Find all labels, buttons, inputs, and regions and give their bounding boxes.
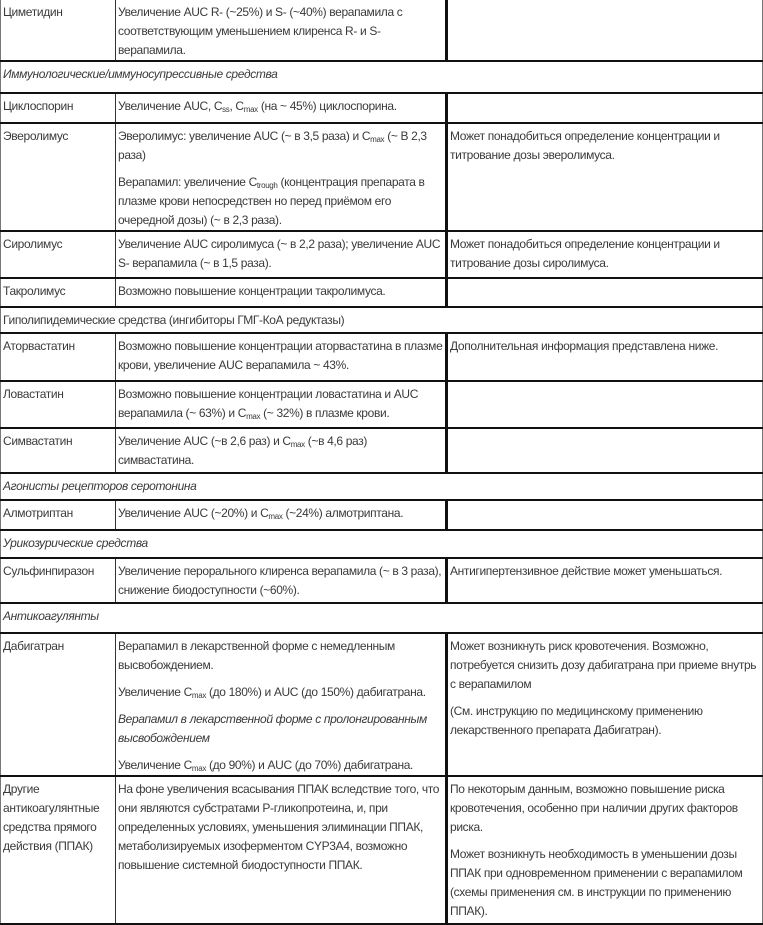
text-segment: Увеличение AUC, C [118,99,223,113]
text-segment: Может понадобиться определение концентрации и титрование дозы эверолимуса. [450,129,720,162]
text-segment: Верапамил в лекарственной форме с немедленным высвобождением. [118,639,395,672]
drug-name: Ловастатин [1,381,116,428]
text-segment: (~ 32%) в плазме крови. [260,406,390,420]
subscript: max [370,135,385,144]
clinical-note [447,333,763,381]
table-row [1,0,763,61]
interaction-effect [116,333,447,381]
table-row [1,558,763,603]
drug-name: Циметидин [1,0,116,61]
clinical-note [447,633,763,776]
text-segment: Увеличение C [118,758,192,772]
text-segment: Увеличение AUC R- (~25%) и S- (~40%) верапамила с соответствующим уменьшением клиренса R- и S-верапамила. [118,5,403,57]
interaction-effect [116,558,447,603]
text-segment: (на ~ 45%) циклоспорина. [257,99,397,113]
table-row [1,93,763,123]
subscript: max [191,764,206,773]
text-segment: На фоне увеличения всасывания ППАК вследствие того, что они являются субстратами P-гликопротеина, и, при определенных условиях, уменьшения элиминации ППАК, метаболизируемых изоферментом CYP3A4, возможно повышение системной биодоступности ППАК. [118,782,440,872]
category-row [1,61,763,93]
interaction-effect [116,633,447,776]
paragraph [450,127,760,165]
drug-name: Сиролимус [1,231,116,278]
paragraph [450,337,760,356]
paragraph [450,780,760,837]
table-row [1,633,763,776]
drug-name: Аторвастатин [1,333,116,381]
text-segment: Может понадобиться определение концентрации и титрование дозы сиролимуса. [450,237,720,270]
paragraph [118,683,443,702]
subscript: ss [222,105,230,114]
drug-name: Такролимус [1,278,116,307]
text-segment: Увеличение AUC (~в 2,6 раз) и C [118,434,291,448]
paragraph [118,637,443,675]
table-row [1,500,763,530]
text-segment: (~в 4,6 раз) симвастатина. [118,434,368,467]
interaction-effect [116,500,447,530]
text-segment: Увеличение C [118,685,192,699]
table-row [1,278,763,307]
interaction-effect [116,93,447,123]
text-segment: Возможно повышение концентрации аторвастатина в плазме крови, увеличение AUC верапамила ~ 43%. [118,339,443,372]
table-row [1,776,763,924]
interaction-effect [116,123,447,231]
text-segment: , C [229,99,244,113]
text-segment: Возможно повышение концентрации ловастатина и AUC верапамила (~ 63%) и C [118,387,419,420]
paragraph [118,282,443,301]
paragraph [118,127,443,165]
drug-name: Алмотриптан [1,500,116,530]
drug-name: Дабигатран [1,633,116,776]
category-label: Агонисты рецепторов серотонина [1,473,763,500]
paragraph [118,710,443,748]
text-segment: Увеличение перорального клиренса верапамила (~ в 3 раза), снижение биодоступности (~60%). [118,564,442,597]
paragraph [118,235,443,273]
text-segment: Возможно повышение концентрации такролимуса. [118,284,386,298]
text-segment: Антигипертензивное действие может уменьшаться. [450,564,723,578]
text-segment: Может возникнуть необходимость в уменьшении дозы ППАК при одновременном применении с верапамилом (схемы применения см. в инструкции по применению ППАК). [450,847,743,918]
clinical-note [447,558,763,603]
category-row [1,603,763,633]
clinical-note [447,500,763,530]
subscript: max [290,440,305,449]
clinical-note [447,123,763,231]
category-row [1,307,763,333]
text-segment: (концентрация препарата в плазме крови непосредствен но перед приёмом его очередной дозы) (~ в 2,3 раза). [118,175,425,227]
text-segment: По некоторым данным, возможно повышение риска кровотечения, особенно при наличии других факторов риска. [450,782,738,834]
clinical-note [447,776,763,924]
subscript: max [243,105,258,114]
text-segment: (См. инструкцию по медицинскому применению лекарственного препарата Дабигатран). [450,704,703,737]
paragraph [450,702,760,740]
paragraph [118,97,443,116]
paragraph [450,845,760,921]
subscript: max [268,512,283,521]
subscript: trough [256,181,278,190]
text-segment: (до 90%) и AUC (до 70%) дабигатрана. [205,758,414,772]
category-label: Гиполипидемические средства (ингибиторы ГМГ-КоА редуктазы) [1,307,763,333]
category-label: Урикозурические средства [1,530,763,558]
subscript: max [191,691,206,700]
text-segment: (~ В 2,3 раза) [118,129,427,162]
table-row [1,333,763,381]
interaction-effect [116,428,447,473]
clinical-note [447,278,763,307]
table-row [1,381,763,428]
clinical-note [447,428,763,473]
clinical-note [447,381,763,428]
text-segment: Верапамил: увеличение C [118,175,257,189]
table-row [1,428,763,473]
table-row [1,231,763,278]
subscript: max [246,412,261,421]
paragraph [118,562,443,600]
text-segment: Увеличение AUC сиролимуса (~ в 2,2 раза); увеличение AUC S- верапамила (~ в 1,5 раза). [118,237,441,270]
paragraph [118,3,443,60]
category-row [1,530,763,558]
paragraph [118,432,443,470]
paragraph [118,780,443,875]
interaction-effect [116,776,447,924]
text-segment: Увеличение AUC (~20%) и C [118,506,269,520]
drug-name: Симвастатин [1,428,116,473]
interaction-effect [116,0,447,61]
paragraph [118,337,443,375]
paragraph [450,637,760,694]
category-label: Антикоагулянты [1,603,763,633]
text-segment: (до 180%) и AUC (до 150%) дабигатрана. [205,685,426,699]
clinical-note [447,93,763,123]
category-row [1,473,763,500]
paragraph [118,504,443,523]
drug-name: Сульфинпиразон [1,558,116,603]
interaction-effect [116,278,447,307]
text-segment: Дополнительная информация представлена ниже. [450,339,719,353]
drug-name: Эверолимус [1,123,116,231]
interaction-effect [116,381,447,428]
interaction-effect [116,231,447,278]
paragraph [450,562,760,581]
text-segment: Эверолимус: увеличение AUC (~ в 3,5 раза) и C [118,129,371,143]
text-segment: (~24%) алмотриптана. [282,506,404,520]
paragraph [118,385,443,423]
drug-name: Циклоспорин [1,93,116,123]
paragraph [118,756,443,775]
text-segment: Верапамил в лекарственной форме с пролонгированным высвобождением [118,712,427,745]
paragraph [118,173,443,230]
clinical-note [447,231,763,278]
table-row [1,123,763,231]
category-label: Иммунологические/иммуносупрессивные средства [1,61,763,93]
clinical-note [447,0,763,61]
paragraph [450,235,760,273]
drug-name: Другие антикоагулянтные средства прямого действия (ППАК) [1,776,116,924]
text-segment: Может возникнуть риск кровотечения. Возможно, потребуется снизить дозу дабигатрана при приеме внутрь с верапамилом [450,639,757,691]
